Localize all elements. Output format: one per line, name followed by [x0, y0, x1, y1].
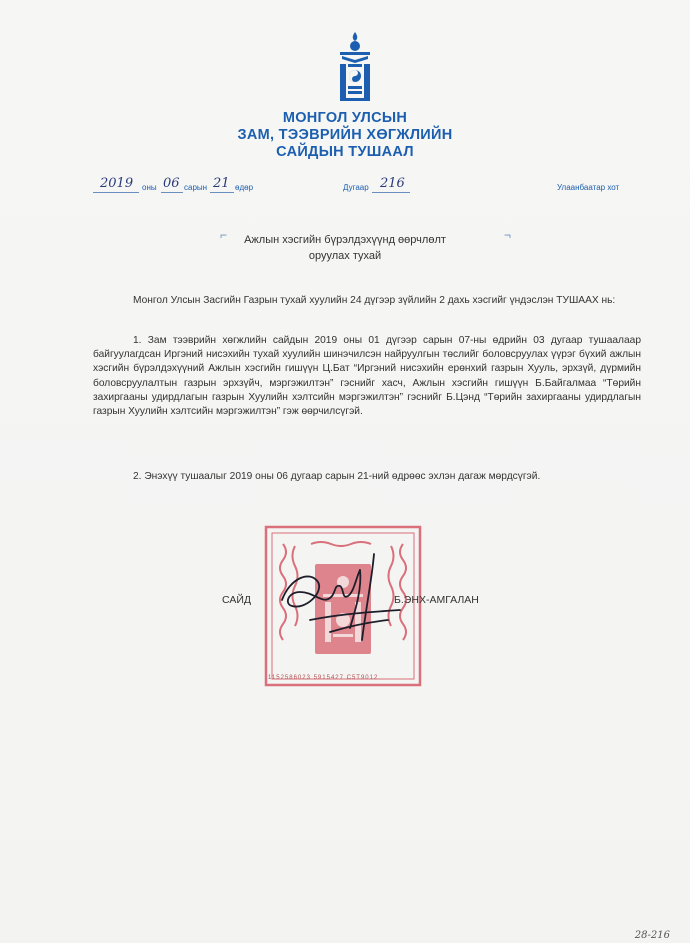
- subject-line-2: оруулах тухай: [308, 250, 382, 262]
- date-day: 21: [213, 176, 230, 191]
- item-1-paragraph: 1. Зам тээврийн хөгжлийн сайдын 2019 оны 01 дүгээр сарын 07-ны өдрийн 03 дугаар тушаалаар байгуулагдсан Иргэний нисэхийн тухай хуулийн шинэчилсэн найруулгын төслийг боловсруулах үүрэг бүхий ажлын хэсгийн бүрэлдэхүүний Ажлын хэсгийн гишүүн Ц.Бат “Иргэний нисэхийн ерөнхий газрын Хууль, эрхзүй, дүрмийн боловсруулалтын газрын эрхзүйч, мэргэжилтэн” гэснийг хасч, Ажлын хэсгийн гишүүн Б.Байгалмаа “Төрийн захиргааны удирдлагын газрын Хуулийн хэлтсийн мэргэжилтэн” гэснийг Б.Цэнд “Төрийн захиргааны удирдлагын газрын Хуулийн хэлтсийн мэргэжилтэн” гэж өөрчилсүгэй.: [93, 335, 641, 418]
- place: Улаанбаатар хот: [557, 183, 620, 192]
- signatory-title: САЙД: [222, 594, 252, 606]
- ministry-header: [0, 110, 690, 161]
- header-line-3: САЙДЫН ТУШААЛ: [276, 144, 414, 160]
- dateline: [0, 176, 690, 200]
- date-month: 06: [163, 176, 180, 191]
- stamp-number: 1152586023 5915427 C5T9012: [268, 675, 379, 681]
- preamble-paragraph: Монгол Улсын Засгийн Газрын тухай хуулийн 24 дүгээр зүйлийн 2 дахь хэсгийг үндэслэн ТУШААХ нь:: [133, 295, 616, 306]
- soyombo-emblem-icon: [336, 30, 374, 102]
- order-number: 216: [380, 176, 405, 191]
- header-line-2: ЗАМ, ТЭЭВРИЙН ХӨГЖЛИЙН: [237, 127, 453, 143]
- header-line-1: МОНГОЛ УЛСЫН: [282, 110, 408, 126]
- number-label: Дугаар: [343, 183, 369, 192]
- subject-bracket-left: ⌐: [220, 228, 228, 242]
- date-year: 2019: [100, 176, 134, 191]
- page-mark: 28-216: [634, 930, 670, 941]
- signatory-name: Б.ЭНХ-АМГАЛАН: [394, 594, 479, 606]
- subject-bracket-right: ¬: [504, 228, 512, 242]
- subject-line-1: Ажлын хэсгийн бүрэлдэхүүнд өөрчлөлт: [244, 234, 446, 246]
- day-label: өдөр: [235, 183, 254, 192]
- item-2-paragraph: 2. Энэхүү тушаалыг 2019 оны 06 дугаар сарын 21-ний өдрөөс эхлэн дагаж мөрдсүгэй.: [133, 471, 541, 482]
- year-label: оны: [142, 183, 157, 192]
- subject: [0, 232, 690, 264]
- month-label: сарын: [184, 183, 208, 192]
- handwritten-signature: [270, 548, 410, 658]
